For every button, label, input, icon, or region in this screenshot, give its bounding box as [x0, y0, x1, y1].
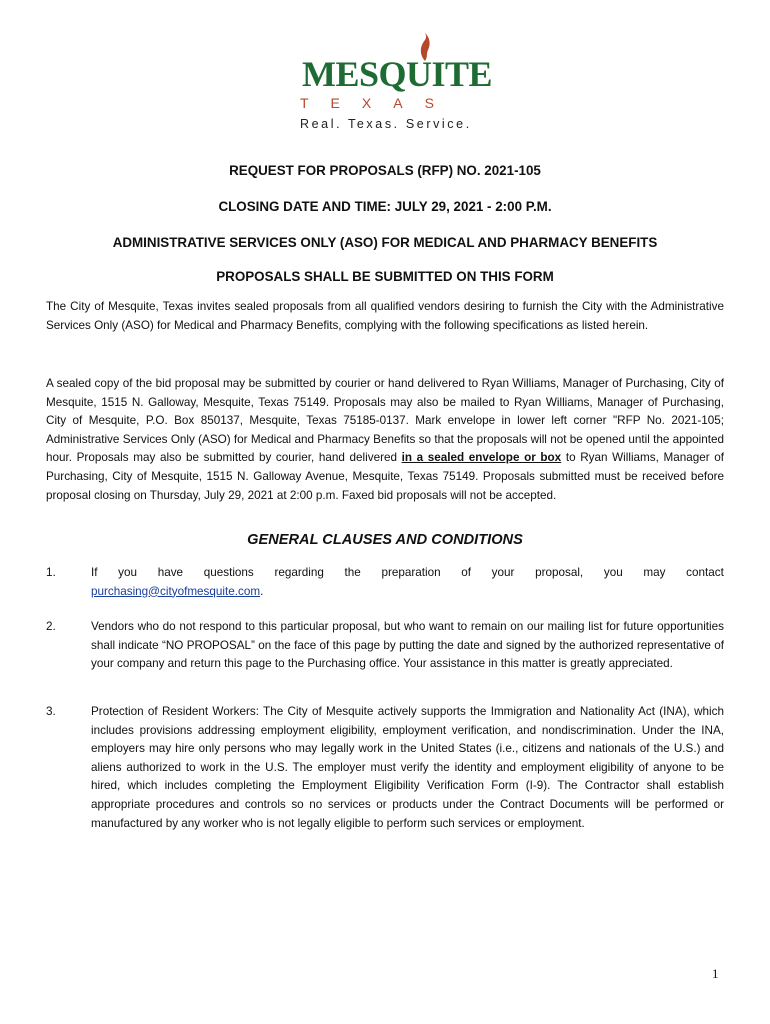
closing-date-heading: CLOSING DATE AND TIME: JULY 29, 2021 - 2:00 P.M.	[218, 199, 552, 214]
logo-wordmark: MESQUITE	[302, 54, 493, 94]
clause-number: 3.	[46, 705, 56, 718]
clause-word: your	[491, 566, 515, 579]
clause-word: proposal,	[535, 566, 584, 579]
clause-word: the	[344, 566, 361, 579]
clause-number: 1.	[46, 566, 56, 579]
clause-word: preparation	[381, 566, 441, 579]
clause-text: Vendors who do not respond to this particular proposal, but who want to remain on our mailing list for future opportunities shall indicate “NO PROPOSAL” on the face of this page by putting the date and signed by the authorized representative of your company and return this page to the Purchasing office. Your assistance in this matter is greatly appreciated.	[91, 620, 724, 671]
rfp-number-heading: REQUEST FOR PROPOSALS (RFP) NO. 2021-105	[229, 163, 541, 178]
purchasing-email-link[interactable]: purchasing@cityofmesquite.com	[91, 584, 261, 598]
clause-word: you	[118, 566, 138, 579]
clause-word: may	[643, 566, 666, 579]
service-heading: ADMINISTRATIVE SERVICES ONLY (ASO) FOR MEDICAL AND PHARMACY BENEFITS	[112, 235, 658, 250]
intro-paragraph: The City of Mesquite, Texas invites sealed proposals from all qualified vendors desiring to furnish the City with the Administrative Services Only (ASO) for Medical and Pharmacy Benefits, complying with the following specifications as listed herein.	[46, 300, 724, 332]
submission-text-before: A sealed copy of the bid proposal may be submitted by courier or hand delivered to Ryan Williams, Manager of Purchasing, City of Mesquite, 1515 N. Galloway, Mesquite, Texas 75149. Proposals may also be mailed to Ryan Williams, Manager of Purchasing, City of Mesquite, P.O. Box 850137, Mesquite, Texas 75185-0137. Mark envelope in lower left corner "RFP No. 2021-105; Administrative Services Only (ASO) for Medical and Pharmacy Benefits so that the proposals will not be opened until the appointed hour. Proposals may also be submitted by courier, hand delivered	[46, 377, 724, 465]
submission-paragraph	[46, 375, 724, 505]
clause-1-line	[91, 564, 724, 583]
submission-text-after: to Ryan Williams, Manager of Purchasing, City of Mesquite, 1515 N. Galloway Avenue, Mesquite, Texas 75149. Proposals submitted must be received before proposal closing on Thursday, July 29, 2021 at 2:00 p.m. Faxed bid proposals will not be accepted.	[46, 451, 725, 502]
general-clauses-title: GENERAL CLAUSES AND CONDITIONS	[247, 532, 523, 548]
clause-word: regarding	[274, 566, 324, 579]
clause-text	[91, 564, 724, 601]
logo-tagline: Real. Texas. Service.	[300, 117, 472, 131]
clause-word: If	[91, 566, 98, 579]
clause-word: have	[157, 566, 184, 579]
clause-word: contact	[686, 566, 724, 579]
clause-1-email-line	[91, 583, 724, 602]
submission-form-heading: PROPOSALS SHALL BE SUBMITTED ON THIS FORM	[216, 269, 554, 284]
clause-number: 2.	[46, 620, 56, 633]
clause-word: you	[603, 566, 623, 579]
clause-word: of	[461, 566, 471, 579]
clause-end-period: .	[260, 584, 264, 598]
mesquite-logo	[296, 30, 493, 140]
clause-word: questions	[203, 566, 254, 579]
clause-text: Protection of Resident Workers: The City of Mesquite actively supports the Immigration and Nationality Act (INA), which includes provisions addressing employment eligibility, employment verification, and nondiscrimination. Under the INA, employers may hire only persons who may legally work in the United States (i.e., citizens and nationals of the U.S.) and aliens authorized to work in the U.S. The employer must verify the identity and employment eligibility of anyone to be hired, which includes completing the Employment Eligibility Verification Form (I-9). The Contractor shall establish appropriate procedures and controls so no services or products under the Contract Documents will be performed or manufactured by any worker who is not legally eligible to perform such services or employment.	[91, 705, 724, 830]
sealed-envelope-emphasis: in a sealed envelope or box	[401, 451, 562, 465]
page-number: 1	[712, 966, 719, 981]
logo-state: TEXAS	[300, 95, 456, 111]
